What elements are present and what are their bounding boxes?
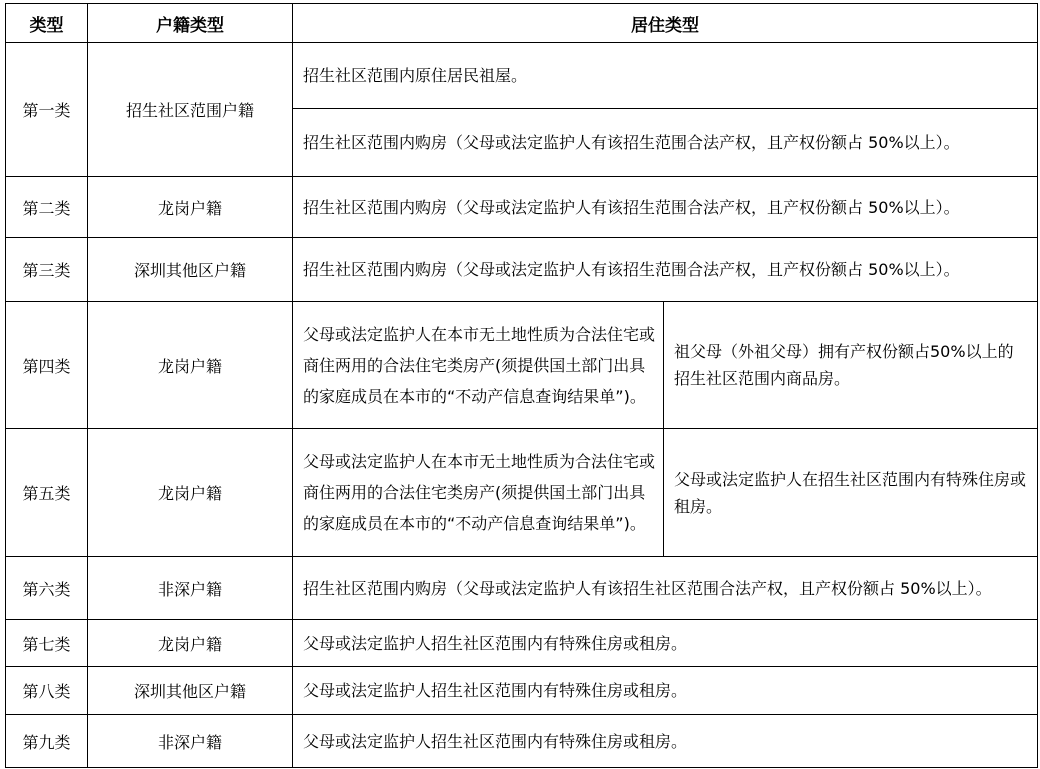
type-cell: 第二类: [6, 177, 88, 238]
juzhu-cell: 父母或法定监护人招生社区范围内有特殊住房或租房。: [293, 715, 1038, 768]
huji-cell: 龙岗户籍: [88, 620, 293, 667]
juzhu-cell: 招生社区范围内购房（父母或法定监护人有该招生范围合法产权，且产权份额占 50%以上）。: [293, 109, 1038, 177]
juzhu-cell-b: 父母或法定监护人在招生社区范围内有特殊住房或租房。: [664, 429, 1038, 557]
juzhu-cell: 父母或法定监护人招生社区范围内有特殊住房或租房。: [293, 667, 1038, 715]
juzhu-cell: 父母或法定监护人招生社区范围内有特殊住房或租房。: [293, 620, 1038, 667]
table-row: [6, 43, 1038, 109]
type-cell: 第三类: [6, 238, 88, 302]
header-row: [6, 4, 1038, 43]
juzhu-cell: 招生社区范围内购房（父母或法定监护人有该招生社区范围合法产权，且产权份额占 50%以上）。: [293, 557, 1038, 620]
huji-cell: 龙岗户籍: [88, 177, 293, 238]
juzhu-cell: 招生社区范围内原住居民祖屋。: [293, 43, 1038, 109]
enrollment-category-table: [5, 3, 1038, 768]
table-row: [6, 667, 1038, 715]
huji-cell: 招生社区范围户籍: [88, 43, 293, 177]
table-row: [6, 302, 1038, 429]
table-row: [6, 715, 1038, 768]
juzhu-cell-b: 祖父母（外祖父母）拥有产权份额占50%以上的招生社区范围内商品房。: [664, 302, 1038, 429]
juzhu-cell-a: 父母或法定监护人在本市无土地性质为合法住宅或商住两用的合法住宅类房产(须提供国土部门出具的家庭成员在本市的“不动产信息查询结果单”)。: [293, 429, 664, 557]
type-cell: 第六类: [6, 557, 88, 620]
type-cell: 第四类: [6, 302, 88, 429]
table-row: [6, 557, 1038, 620]
type-cell: 第八类: [6, 667, 88, 715]
huji-cell: 非深户籍: [88, 715, 293, 768]
juzhu-cell: 招生社区范围内购房（父母或法定监护人有该招生范围合法产权，且产权份额占 50%以上）。: [293, 238, 1038, 302]
header-juzhu: 居住类型: [293, 4, 1038, 43]
type-cell: 第一类: [6, 43, 88, 177]
huji-cell: 龙岗户籍: [88, 429, 293, 557]
huji-cell: 深圳其他区户籍: [88, 238, 293, 302]
header-huji: 户籍类型: [88, 4, 293, 43]
type-cell: 第五类: [6, 429, 88, 557]
juzhu-cell: 招生社区范围内购房（父母或法定监护人有该招生范围合法产权，且产权份额占 50%以上）。: [293, 177, 1038, 238]
header-type: 类型: [6, 4, 88, 43]
huji-cell: 非深户籍: [88, 557, 293, 620]
type-cell: 第七类: [6, 620, 88, 667]
huji-cell: 龙岗户籍: [88, 302, 293, 429]
huji-cell: 深圳其他区户籍: [88, 667, 293, 715]
juzhu-cell-a: 父母或法定监护人在本市无土地性质为合法住宅或商住两用的合法住宅类房产(须提供国土部门出具的家庭成员在本市的“不动产信息查询结果单”)。: [293, 302, 664, 429]
table-row: [6, 177, 1038, 238]
table-row: [6, 620, 1038, 667]
type-cell: 第九类: [6, 715, 88, 768]
table-row: [6, 238, 1038, 302]
table-row: [6, 429, 1038, 557]
